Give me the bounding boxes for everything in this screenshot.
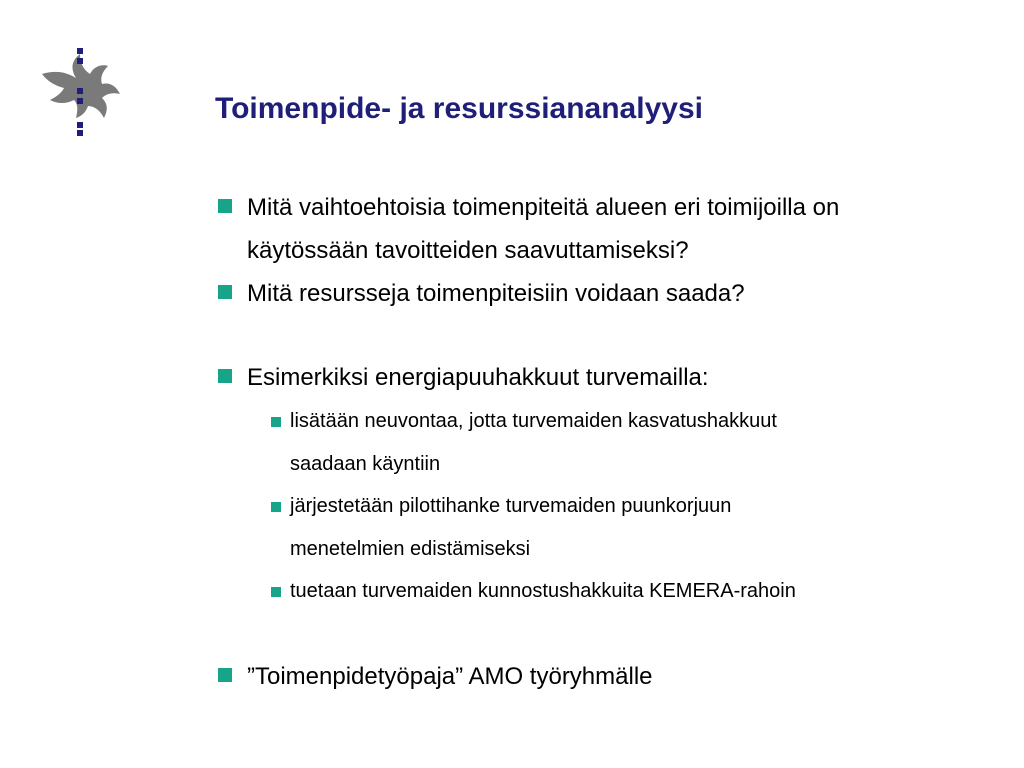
sub-bullet-text: lisätään neuvontaa, jotta turvemaiden kasvatushakkuut <box>290 410 777 432</box>
sub-bullet-text: tuetaan turvemaiden kunnostushakkuita KEMERA-rahoin <box>290 580 796 602</box>
bullet-text: ”Toimenpidetyöpaja” AMO työryhmälle <box>247 663 653 690</box>
sub-bullet-icon <box>271 417 281 427</box>
sub-bullet-icon <box>271 587 281 597</box>
bullet-icon <box>218 285 232 299</box>
bullet-icon <box>218 668 232 682</box>
sub-bullet-text: menetelmien edistämiseksi <box>290 538 531 560</box>
sub-bullet-text: järjestetään pilottihanke turvemaiden puunkorjuun <box>290 495 732 517</box>
bullet-text: Mitä resursseja toimenpiteisiin voidaan saada? <box>247 280 745 307</box>
bullet-text: käytössään tavoitteiden saavuttamiseksi? <box>247 237 689 264</box>
bullet-text: Mitä vaihtoehtoisia toimenpiteitä alueen eri toimijoilla on <box>247 194 840 221</box>
bullet-icon <box>218 369 232 383</box>
bullet-text: Esimerkiksi energiapuuhakkuut turvemailla: <box>247 364 709 391</box>
sub-bullet-text: saadaan käyntiin <box>290 453 441 475</box>
bullet-icon <box>218 199 232 213</box>
sub-bullet-icon <box>271 502 281 512</box>
university-logo-icon <box>36 44 126 136</box>
slide-title: Toimenpide- ja resurssiananalyysi <box>215 92 703 125</box>
